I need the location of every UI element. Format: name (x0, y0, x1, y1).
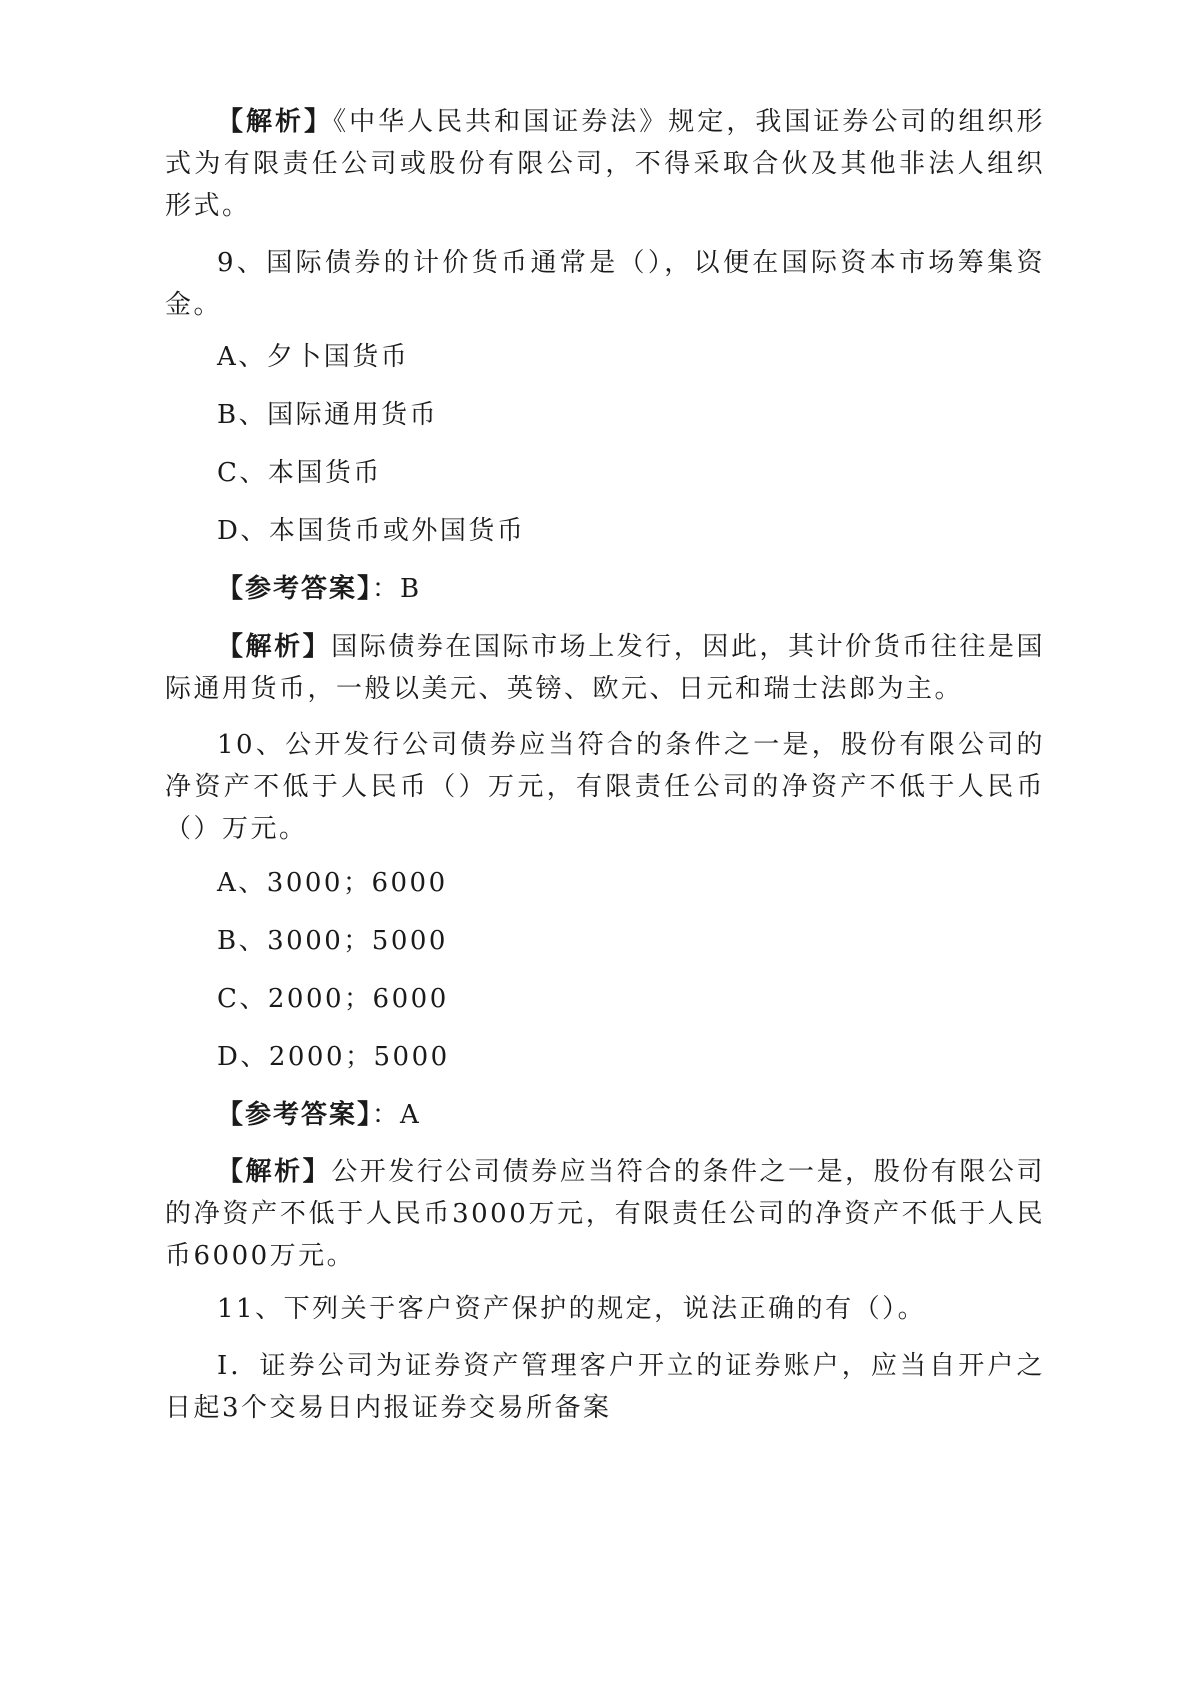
q10-option-c: C、2000；6000 (217, 984, 449, 1014)
answer-value: ：A (372, 1100, 421, 1130)
question-10: 10、公开发行公司债券应当符合的条件之一是，股份有限公司的净资产不低于人民币（）万元，有限责任公司的净资产不低于人民币（）万元。 (165, 730, 1045, 844)
q10-reference-answer (217, 1094, 421, 1136)
analysis-text: 《中华人民共和国证券法》规定，我国证券公司的组织形式为有限责任公司或股份有限公司，不得采取合伙及其他非法人组织形式。 (165, 107, 1045, 221)
analysis-label: 【解析】 (217, 1157, 332, 1187)
q10-option-a: A、3000；6000 (217, 868, 448, 898)
analysis-paragraph-q8 (165, 101, 1045, 227)
answer-label: 【参考答案】 (217, 1100, 373, 1130)
analysis-label: 【解析】 (217, 107, 334, 137)
analysis-paragraph-q10 (165, 1151, 1045, 1277)
q9-reference-answer (217, 568, 421, 610)
question-9: 9、国际债券的计价货币通常是（），以便在国际资本市场筹集资金。 (165, 248, 1045, 320)
q9-option-c: C、本国货币 (217, 458, 382, 488)
analysis-paragraph-q9 (165, 626, 1045, 710)
q11-item-1: Ⅰ．证券公司为证券资产管理客户开立的证券账户，应当自开户之日起3个交易日内报证券交易所备案 (165, 1351, 1045, 1423)
analysis-text: 国际债券在国际市场上发行，因此，其计价货币往往是国际通用货币，一般以美元、英镑、欧元、日元和瑞士法郎为主。 (165, 632, 1045, 704)
question-11: 11、下列关于客户资产保护的规定，说法正确的有（）。 (217, 1294, 927, 1324)
analysis-text: 公开发行公司债券应当符合的条件之一是，股份有限公司的净资产不低于人民币3000万元，有限责任公司的净资产不低于人民币6000万元。 (165, 1157, 1045, 1271)
answer-label: 【参考答案】 (217, 574, 373, 604)
q10-option-b: B、3000；5000 (217, 926, 448, 956)
q10-option-d: D、2000；5000 (217, 1042, 450, 1072)
analysis-label: 【解析】 (217, 632, 332, 662)
answer-value: ：B (372, 574, 422, 604)
q9-option-b: B、国际通用货币 (217, 400, 439, 430)
q9-option-a: A、夕卜国货币 (217, 342, 410, 372)
q9-option-d: D、本国货币或外国货币 (217, 516, 526, 546)
